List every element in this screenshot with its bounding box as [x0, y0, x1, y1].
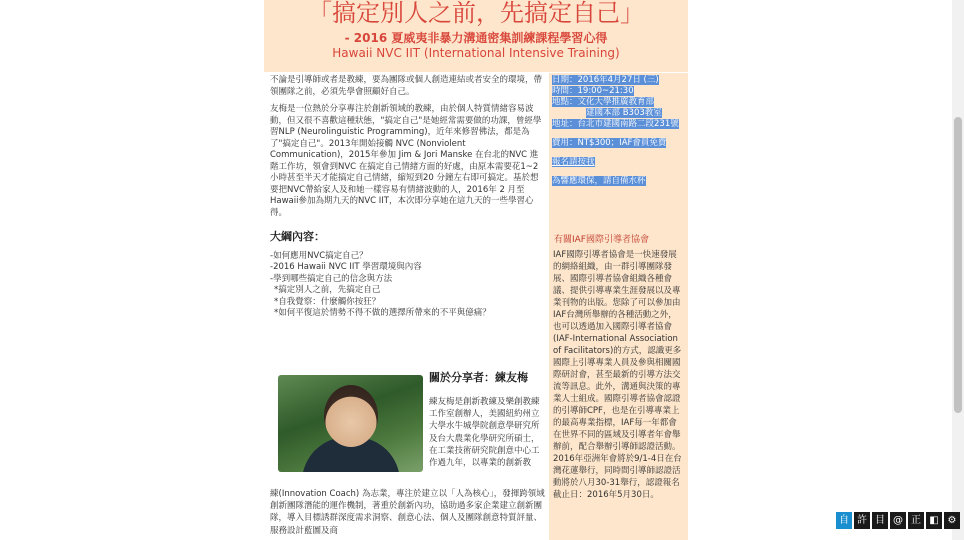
event-info: [552, 75, 686, 187]
toolbar-button-at[interactable]: @: [890, 512, 906, 529]
outline-list: [270, 251, 546, 320]
speaker-bio-continued: 練(Innovation Coach) 為志業，專注於建立以「人為核心」，發揮跨領域創新團隊潛能的運作機制，著重於創新內功，協助過多家企業建立創新團隊，導入目標誘群深度需求洞察、創意心法、個人及團隊創意特質評量、服務設計藍圖及商: [270, 489, 545, 536]
article-subtitle-english: Hawaii NVC IIT (International Intensive Training): [332, 46, 620, 60]
toolbar-button-panel-icon[interactable]: ◧: [926, 512, 942, 529]
outline-item: -學到哪些搞定自己的信念與方法: [270, 273, 393, 284]
outline-item: *自我覺察：什麼觸你按狂？: [274, 296, 381, 307]
outline-item: -如何應用NVC搞定自己？: [270, 250, 368, 261]
iaf-description: IAF國際引導者協會是一快速發展的網絡組織，由一群引導團隊發展、國際引導者協會組織各種會議、提供引導專業生涯發展以及專業刊物的出版。您除了可以參加由IAF台灣所舉辦的各種活動之外，也可以透過加入國際引導者協會(IAF-International Association of Facilitators)的方式，認識更多國際上引導專業人員及參與相關國際研討會，甚至最新的引導方法交流等訊息。此外，溝通與決策的專業人士組成。國際引導者協會認證的引導師CPF，也是在引導專業上的最高專業指標，IAF每一年都會在世界不同的區域及引導者年會舉辦前，配合舉辦引導師認證活動。2016年亞洲年會將於9/1-4日在台灣花蓮舉行，同時間引導師認證活動將於八月30-31舉行，認證報名截止日：2016年5月30日。: [553, 250, 682, 500]
event-address: 地址：台北市建國南路二段231號: [552, 119, 679, 129]
iaf-heading[interactable]: 有關IAF國際引導者協會: [554, 235, 649, 245]
event-room: 建國本部 B303教室: [586, 108, 662, 118]
event-time: 時間：19:00~21:30: [552, 86, 634, 96]
toolbar-button-list[interactable]: 目: [872, 512, 888, 529]
eco-note: 為響應環保，請自備水杯: [552, 176, 646, 186]
article-banner: [264, 0, 688, 72]
outline-item: -2016 Hawaii NVC IIT 學習環境與內容: [270, 262, 422, 272]
toolbar-button-correct[interactable]: 正: [908, 512, 924, 529]
signup-link[interactable]: 報名請按我: [552, 157, 595, 167]
toolbar-button-auto[interactable]: 自: [836, 512, 852, 529]
outline-item: *如何平復這於情勢不得不做的選擇所帶來的不平與億痛？: [274, 308, 491, 318]
article-body: [270, 75, 546, 320]
bottom-toolbar: [836, 512, 960, 529]
outline-item: *搞定別人之前，先搞定自己: [274, 285, 381, 295]
article-subtitle: - 2016 夏威夷非暴力溝通密集訓練課程學習心得: [344, 31, 608, 45]
event-sidebar: [549, 73, 688, 540]
outline-heading: 大綱內容：: [270, 230, 325, 243]
article-title: 「搞定別人之前，先搞定自己」: [308, 0, 644, 27]
speaker-bio: 練友梅是創新教練及樂創教練工作室創辦人，美國紐約州立大學水牛城學院創意學研究所及台大農業化學研究所碩士，在工業技術研究院創意中心工作過九年，以專業的創新教: [429, 397, 540, 469]
intro-paragraph-2: 友梅是一位熱於分享專注於創新領域的教練，由於個人特質情緒容易波動，但又很不喜歡這種狀態，"搞定自己"是她經常需要做的功課，曾經學習NLP (Neurolinguistic Programming)，近年來修習佛法，都是為了"搞定自己"。2013年開始接觸 NVC (Nonviolent Communication)，2015年參加 Jim & Jori Manske 在台北的NVC 進階工作坊，領會到NVC 在搞定自己情緒方面的好處，由原本需要花1~2 小時甚至半天才能搞定自己情緒，縮短到20 分鐘左右即可搞定。基於想要把NVC帶給家人及和她一樣容易有情緒波動的人，2016年 2 月至 Hawaii參加為期九天的NVC IIT，本次即分享她在這九天的一些學習心得。: [270, 104, 542, 218]
intro-paragraph-1: 不論是引導師或者是教練，要為團隊或個人創造連結或者安全的環境，帶領團隊之前，必須先學會照顧好自己。: [270, 75, 543, 97]
event-place: 地點：文化大學推廣教育部: [552, 97, 655, 107]
scrollbar-thumb[interactable]: [954, 117, 962, 413]
page-scrollbar[interactable]: [952, 0, 964, 540]
toolbar-button-allow[interactable]: 許: [854, 512, 870, 529]
toolbar-button-gear-icon[interactable]: ⚙: [944, 512, 960, 529]
event-fee: 費用：NT$300；IAF會員免費: [552, 138, 667, 148]
speaker-heading: 關於分享者：練友梅: [429, 371, 528, 384]
speaker-photo: [278, 375, 423, 472]
event-date: 日期：2016年4月27日 (三): [552, 75, 659, 85]
